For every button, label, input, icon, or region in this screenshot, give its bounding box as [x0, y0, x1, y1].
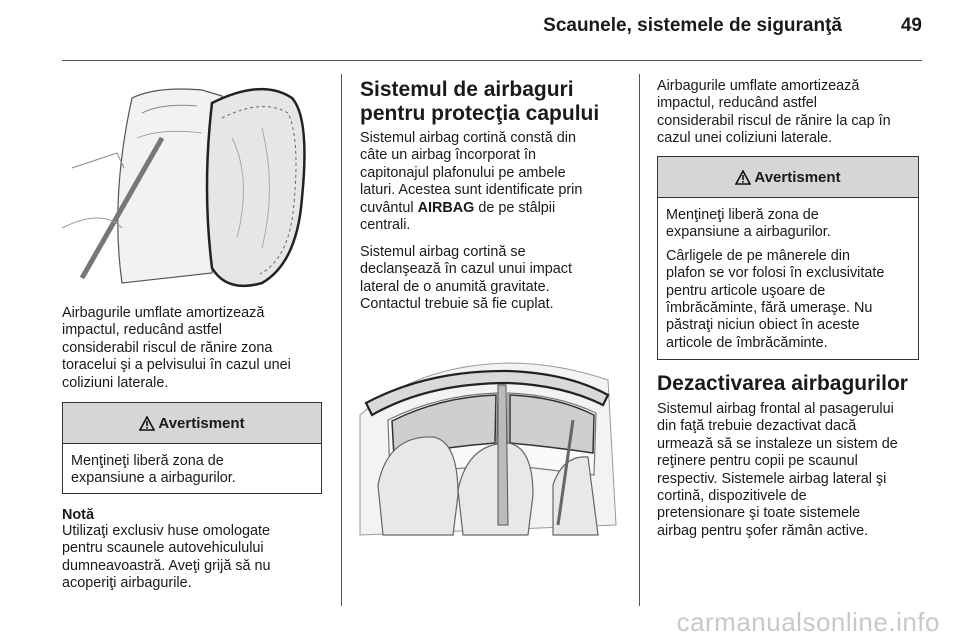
col1-paragraph: Airbagurile umflate amortizează impactul, reducând astfel considerabil riscul de rănire zona toracelui şi a pelvisului în cazul unei coliziuni laterale. — [62, 305, 291, 391]
col2-paragraph-1: Sistemul airbag cortină constă din câte un airbag încorporat în capitonajul plafonului pe ambele laturi. Acestea sunt identificate prin cuvântul AIRBAG de pe stâlpii centrali. — [360, 130, 583, 234]
col3-warning-box — [657, 156, 919, 360]
watermark: carmanualsonline.info — [676, 607, 940, 637]
section-heading-head-airbags: Sistemul de airbaguri pentru protecţia capului — [360, 78, 600, 125]
warning-body: Menţineţi liberă zona de expansiune a airbagurilor. — [71, 453, 236, 487]
column-divider-1 — [341, 74, 342, 606]
col3-paragraph-1: Airbagurile umflate amortizează impactul, reducând astfel considerabil riscul de rănire la cap în cazul unei coliziuni laterale. — [657, 78, 891, 147]
section-heading-deactivation: Dezactivarea airbagurilor — [657, 372, 908, 395]
warning-triangle-icon — [139, 416, 155, 431]
curtain-airbag-icon — [358, 325, 620, 540]
col3-paragraph-2: Sistemul airbag frontal al pasagerului din faţă trebuie dezactivat dacă urmează să se instaleze un sistem de reţinere pentru copii pe scaunul respectiv. Sistemele airbag lateral şi cortină, dispozitivele de pretensionare şi toate sistemele airbag pentru şofer rămân active. — [657, 401, 898, 539]
seat-side-airbag-icon — [62, 78, 322, 292]
page-number: 49 — [900, 15, 922, 36]
warning-title: Avertisment — [754, 168, 841, 186]
warning-header — [63, 403, 321, 444]
page-header — [0, 0, 960, 62]
airbag-label: AIRBAG — [417, 199, 475, 216]
header-title: Scaunele, sistemele de siguranţă — [543, 15, 842, 36]
warning-title: Avertisment — [158, 414, 245, 432]
warning-triangle-icon — [735, 170, 751, 185]
warning-header — [658, 157, 918, 198]
warning-body: Menţineţi liberă zona de expansiune a airbagurilor. Cârligele de pe mânerele din plafon se vor folosi în exclusivitate pentru articole uşoare de îmbrăcăminte, fără umeraşe. Nu păstraţi niciun obiect în aceste articole de îmbrăcăminte. — [666, 207, 885, 351]
col1-warning-box — [62, 402, 322, 494]
note-title: Notă — [62, 507, 94, 523]
col2-paragraph-2: Sistemul airbag cortină se declanşează în cazul unui impact lateral de o anumită gravitate. Contactul trebuie să fie cuplat. — [360, 244, 572, 313]
note-text: Utilizaţi exclusiv huse omologate pentru scaunele autovehiculului dumneavoastră. Aveţi grijă să nu acoperiţi airbagurile. — [62, 523, 271, 592]
header-rule — [62, 60, 922, 61]
column-divider-2 — [639, 74, 640, 606]
